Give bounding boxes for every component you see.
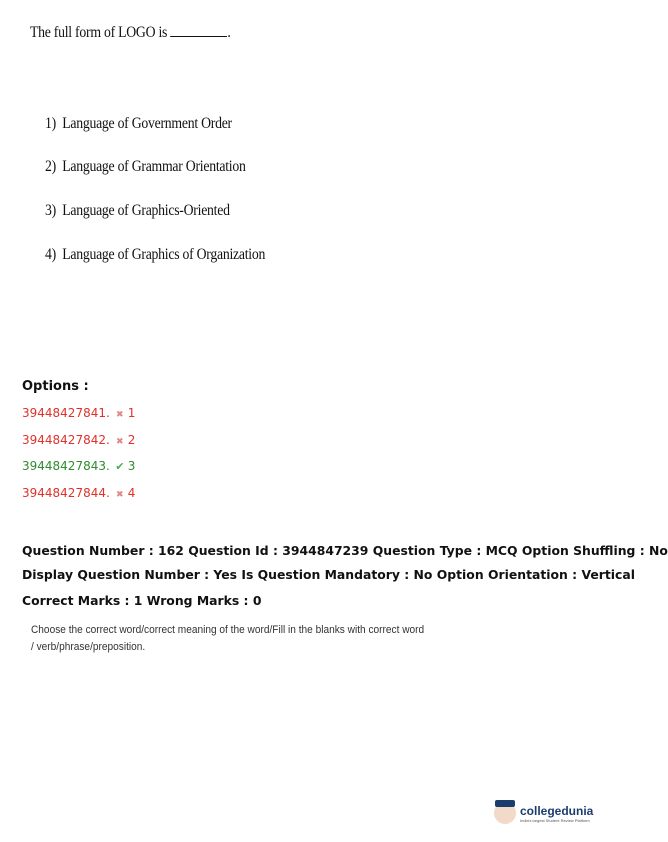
- cross-icon: ✖: [116, 490, 124, 500]
- option-id: 39448427843.: [22, 459, 110, 473]
- choice-number: 1): [45, 115, 56, 132]
- question-marks: Correct Marks : 1 Wrong Marks : 0: [22, 593, 262, 608]
- logo-brand: collegedunia: [520, 803, 594, 818]
- option-row-2: [22, 433, 135, 447]
- instruction-text: Choose the correct word/correct meaning of the word/Fill in the blanks with correct word / verb/phrase/preposition.: [31, 624, 425, 653]
- question-meta-line-2: Display Question Number : Yes Is Question Mandatory : No Option Orientation : Vertical: [22, 567, 635, 582]
- option-row-4: [22, 486, 135, 500]
- choice-2: [45, 158, 246, 176]
- logo-tagline: India's largest Student Review Platform: [520, 817, 590, 823]
- option-label: 2: [127, 433, 136, 447]
- choice-number: 4): [45, 246, 56, 263]
- question-image: [30, 22, 430, 42]
- choice-3: [45, 202, 230, 220]
- choice-text: Language of Government Order: [62, 115, 232, 132]
- cross-icon: ✖: [116, 437, 124, 447]
- option-label: 4: [127, 486, 136, 500]
- check-icon: ✔: [115, 460, 125, 473]
- choice-number: 2): [45, 158, 56, 175]
- option-label: 1: [127, 406, 136, 420]
- choice-text: Language of Graphics of Organization: [62, 246, 266, 263]
- option-row-3: [22, 459, 135, 473]
- option-id: 39448427842.: [22, 433, 110, 447]
- choice-4: [45, 246, 265, 264]
- option-id: 39448427844.: [22, 486, 110, 500]
- collegedunia-logo: [494, 802, 593, 824]
- option-id: 39448427841.: [22, 406, 110, 420]
- graduate-icon: [494, 802, 516, 824]
- fill-blank: [171, 22, 228, 37]
- cross-icon: ✖: [116, 410, 124, 420]
- options-heading: Options :: [22, 379, 89, 394]
- question-title: [30, 22, 374, 42]
- option-row-1: [22, 406, 135, 420]
- question-end: .: [227, 24, 231, 41]
- choice-text: Language of Grammar Orientation: [62, 158, 246, 175]
- choice-number: 3): [45, 202, 56, 219]
- choice-text: Language of Graphics-Oriented: [62, 202, 230, 219]
- choice-1: [45, 115, 232, 133]
- question-meta-line-1: Question Number : 162 Question Id : 3944847239 Question Type : MCQ Option Shuffling : No: [22, 543, 668, 558]
- question-text: The full form of LOGO is: [30, 24, 168, 41]
- option-label: 3: [127, 459, 136, 473]
